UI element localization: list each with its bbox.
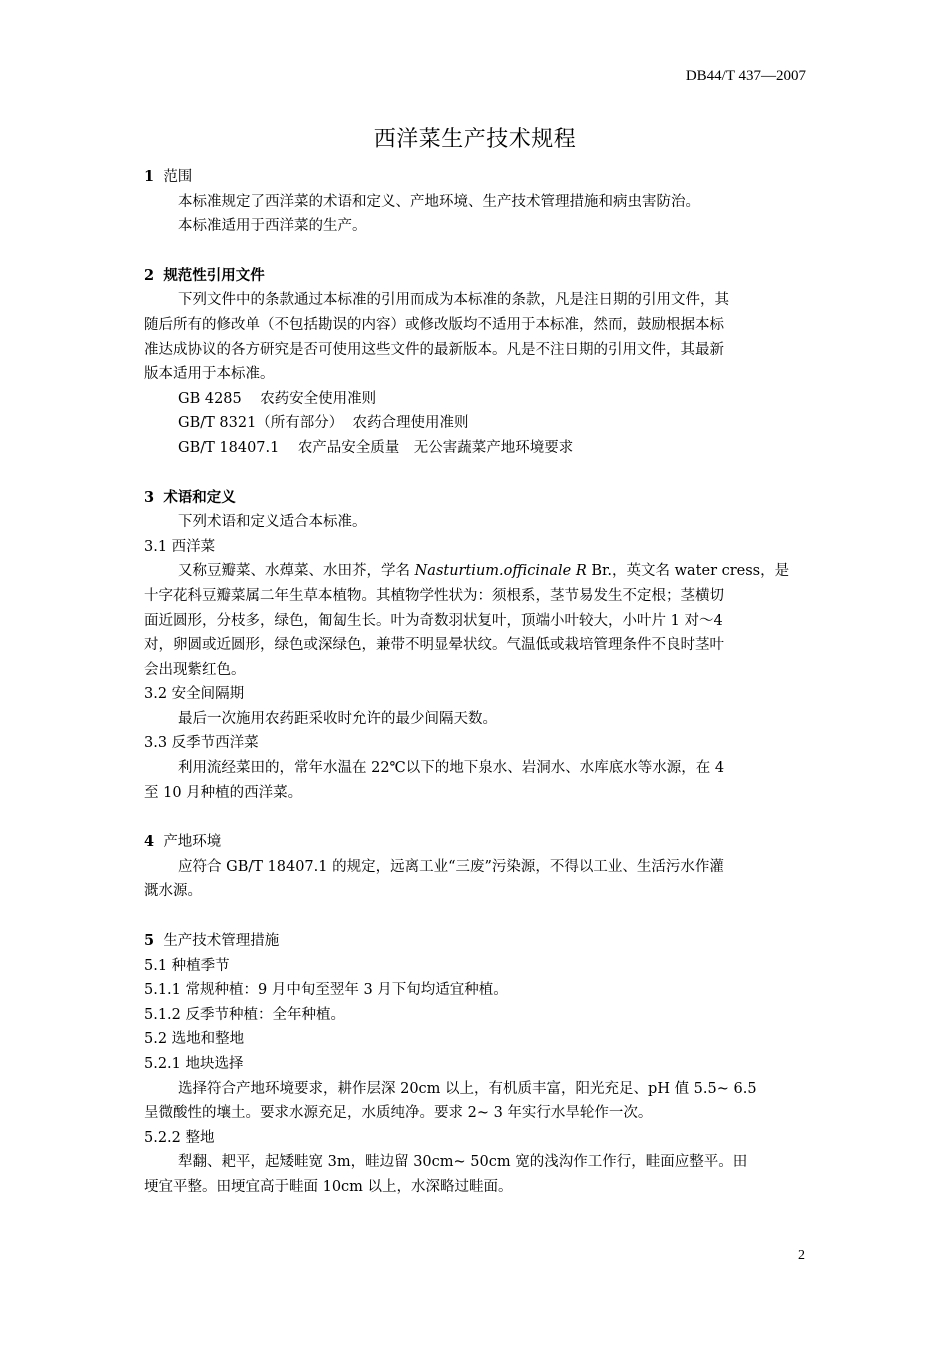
term-3-1-heading: 3.1 西洋菜: [144, 538, 216, 555]
paragraph: 本标准适用于西洋菜的生产。: [178, 218, 367, 235]
paragraph: 下列术语和定义适合本标准。: [178, 514, 367, 531]
reference-item: GB/T 8321（所有部分） 农药合理使用准则: [178, 415, 469, 432]
paragraph-line: 埂宜平整。田埂宜高于畦面 10cm 以上，水深略过畦面。: [144, 1178, 513, 1195]
reference-item: GB/T 18407.1 农产品安全质量 无公害蔬菜产地环境要求: [178, 439, 574, 456]
paragraph-line: 又称豆瓣菜、水蔊菜、水田芥，学名 Nasturtium.officinale R Br.，英文名 water cress，是: [178, 563, 790, 580]
paragraph-line: 应符合 GB/T 18407.1 的规定，远离工业“三废”污染源，不得以工业、生活污水作灌: [178, 858, 724, 875]
subsection-heading: 5.2.1 地块选择: [144, 1056, 244, 1072]
paragraph: 本标准规定了西洋菜的术语和定义、产地环境、生产技术管理措施和病虫害防治。: [178, 193, 700, 210]
section-4-heading: 4 产地环境: [144, 833, 222, 851]
paragraph: 最后一次施用农药距采收时允许的最少间隔天数。: [178, 710, 497, 727]
paragraph-line: 下列文件中的条款通过本标准的引用而成为本标准的条款，凡是注日期的引用文件，其: [178, 292, 729, 309]
paragraph-line: 至 10 月种植的西洋菜。: [144, 784, 303, 801]
paragraph-line: 版本适用于本标准。: [144, 366, 275, 383]
subsection-item: 5.1.1 常规种植：9 月中旬至翌年 3 月下旬均适宜种植。: [144, 982, 508, 999]
paragraph-line: 利用流经菜田的，常年水温在 22℃以下的地下泉水、岩洞水、水库底水等水源，在 4: [178, 760, 725, 777]
subsection-heading: 5.1 种植季节: [144, 957, 230, 974]
paragraph-line: 准达成协议的各方研究是否可使用这些文件的最新版本。凡是不注日期的引用文件，其最新: [144, 341, 724, 358]
page-number: 2: [798, 1248, 805, 1263]
paragraph-line: 十字花科豆瓣菜属二年生草本植物。其植物学性状为：须根系，茎节易发生不定根；茎横切: [144, 587, 724, 604]
subsection-item: 5.1.2 反季节种植：全年种植。: [144, 1006, 346, 1023]
paragraph-line: 面近圆形，分枝多，绿色，匍匐生长。叶为奇数羽状复叶，顶端小叶较大，小叶片 1 对～4: [144, 612, 723, 629]
paragraph-line: 溉水源。: [144, 883, 202, 900]
section-1-heading: 1 范围: [144, 168, 193, 185]
page-title: 西洋菜生产技术规程: [373, 127, 577, 152]
reference-item: GB 4285 农药安全使用准则: [178, 390, 377, 407]
term-3-2-heading: 3.2 安全间隔期: [144, 686, 245, 703]
paragraph-line: 选择符合产地环境要求，耕作层深 20cm 以上，有机质丰富，阳光充足、pH 值 5.5~ 6.5: [178, 1080, 757, 1097]
term-3-3-heading: 3.3 反季节西洋菜: [144, 735, 259, 752]
section-3-heading: 3 术语和定义: [144, 488, 236, 506]
subsection-heading: 5.2.2 整地: [144, 1129, 215, 1146]
document-body: [144, 165, 806, 1200]
paragraph-line: 会出现紫红色。: [144, 661, 246, 678]
paragraph-line: 犁翻、耙平，起矮畦宽 3m，畦边留 30cm~ 50cm 宽的浅沟作工作行，畦面应整平。田: [178, 1154, 748, 1171]
document-code: DB44/T 437—2007: [685, 68, 806, 84]
section-5-heading: 5 生产技术管理措施: [144, 932, 280, 950]
paragraph-line: 随后所有的修改单（不包括勘误的内容）或修改版均不适用于本标准，然而，鼓励根据本标: [144, 316, 724, 333]
latin-name: Nasturtium.officinale R: [414, 563, 587, 580]
paragraph-line: 对，卵圆或近圆形，绿色或深绿色，兼带不明显晕状纹。气温低或栽培管理条件不良时茎叶: [144, 637, 724, 654]
paragraph-line: 呈微酸性的壤土。要求水源充足，水质纯净。要求 2~ 3 年实行水旱轮作一次。: [144, 1105, 653, 1122]
subsection-heading: 5.2 选地和整地: [144, 1031, 245, 1048]
section-2-heading: 2 规范性引用文件: [144, 266, 265, 284]
